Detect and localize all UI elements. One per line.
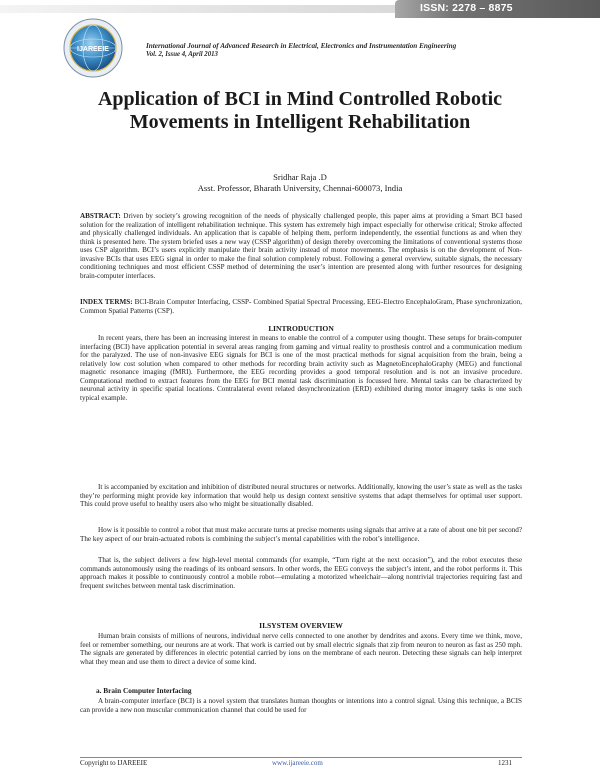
intro-p1-text: In recent years, there has been an increasing interest in means to enable the control of a computer using thought. These setups for brain-computer interfacing (BCI) have application potential in several areas ranging from gaming and virtual reality to prosthesis control and a communication medium for the paralyzed. The use of non-invasive EEG signals for BCI is one of the most practical methods for signal acquisition from the brain, being a relatively low cost solution when compared to other methods for recording brain activity such as MagnetoEncephaloGraphy (MEG) and functional magnetic resonance imaging (fMRI). Furthermore, the EEG recording provides a good temporal resolution and is not an invasive procedure. Computational method to extract features from the EEG for BCI mental task discrimination is focussed here. Mental tasks can be characterized by neuronal activity in specific spatial locations. Contralateral event related desynchronization (ERD) exhibited during motor imagery tasks is one such typical example. xyxy=(80,334,522,402)
overview-paragraph-2 xyxy=(80,697,522,714)
intro-p2-text: It is accompanied by excitation and inhibition of distributed neural structures or networks. Additionally, knowing the user’s state as well as the tasks they’re performing might provide key information that would help us design context sensitive systems that adapt themselves for optimal user support. This could prove useful to healthy users also who might be situationally disabled. xyxy=(80,483,522,509)
intro-p4-text: That is, the subject delivers a few high-level mental commands (for example, “Turn right at the next occasion”), and the robot executes these commands autonomously using the readings of its onboard sensors. In other words, the EEG conveys the subject’s intent, and the robot performs it. This approach makes it possible to continuously control a mobile robot—emulating a motorized wheelchair—along nontrivial trajectories requiring fast and frequent switches between mental task discrimination. xyxy=(80,556,522,590)
abstract-label: ABSTRACT: xyxy=(80,212,121,220)
index-terms xyxy=(80,298,522,315)
intro-p3-text: How is it possible to control a robot that must make accurate turns at precise moments using signals that arrive at a rate of about one bit per second? The key aspect of our brain-actuated robots is combining the subject’s mental capabilities with the robot’s intelligence. xyxy=(80,526,522,543)
intro-paragraph-4 xyxy=(80,556,522,590)
subsection-heading-bci: a. Brain Computer Interfacing xyxy=(96,686,192,695)
author-name: Sridhar Raja .D xyxy=(273,172,327,182)
intro-paragraph-3 xyxy=(80,526,522,543)
index-terms-text: BCI-Brain Computer Interfacing, CSSP- Combined Spatial Spectral Processing, EEG-Electro EncephaloGram, Phase synchronization, Common Spatial Patterns (CSP). xyxy=(80,298,522,315)
author-affiliation: Asst. Professor, Bharath University, Chennai-600073, India xyxy=(197,183,403,193)
overview-paragraph-1 xyxy=(80,632,522,666)
intro-paragraph-1 xyxy=(80,334,522,402)
footer-page-number: 1231 xyxy=(498,759,512,767)
issn-label: ISSN: 2278 – 8875 xyxy=(420,2,513,14)
logo-text: IJAREEIE xyxy=(77,46,109,53)
journal-volume: Vol. 2, Issue 4, April 2013 xyxy=(146,51,218,58)
index-terms-label: INDEX TERMS: xyxy=(80,298,133,306)
intro-paragraph-2 xyxy=(80,483,522,509)
section-heading-system-overview: II.SYSTEM OVERVIEW xyxy=(259,621,343,630)
journal-logo xyxy=(62,17,124,79)
overview-p1-text: Human brain consists of millions of neurons, individual nerve cells connected to one another by dendrites and axons. Every time we think, move, feel or remember something, our neurons are at work. That work is carried out by small electric signals that zip from neuron to neuron as fast as 250 mph. The signals are generated by differences in electric potential carried by ions on the membrane of each neuron. Detecting these signals can help interpret what they mean and use them to direct a device of some kind. xyxy=(80,632,522,666)
abstract-text: Driven by society’s growing recognition of the needs of physically challenged people, this paper aims at providing a Smart BCI based solution for the realization of intelligent rehabilitation technique. This system has extremely high impact especially for otherwise critical; Stroke affected and physically challenged individuals. An application that is capable of helping them, perform independently, the essential functions as and when they think is presented here. The system briefed uses a new way (CSSP algorithm) of design thereby overcoming the limitations of conventional systems those uses CSP algorithm. BCI’s users explicitly manipulate their brain activity instead of motor movements. The emphasis is on the development of Non-invasive BCIs that uses EEG signal in order to make the final solution completely robust. Following a general overview, suitable signals, the necessary conditioning techniques and most efficient CSSP method of determining the user’s intention are presented along with further resources for designing brain-computer interfaces. xyxy=(80,212,522,280)
overview-p2-text: A brain-computer interface (BCI) is a novel system that translates human thoughts or intentions into a control signal. Using this technique, a BCIS can provide a new non muscular communication channel that could be used for xyxy=(80,697,522,714)
section-heading-introduction: I.INTRODUCTION xyxy=(268,324,334,333)
footer-rule xyxy=(80,757,522,758)
header-band xyxy=(0,0,600,18)
footer-website-link[interactable]: www.ijareeie.com xyxy=(272,759,323,767)
paper-title: Application of BCI in Mind Controlled Robotic Movements in Intelligent Rehabilitation xyxy=(97,88,503,133)
journal-name: International Journal of Advanced Research in Electrical, Electronics and Instrumentation Engineering xyxy=(146,42,457,50)
footer-copyright: Copyright to IJAREEIE xyxy=(80,759,148,767)
abstract xyxy=(80,212,522,280)
